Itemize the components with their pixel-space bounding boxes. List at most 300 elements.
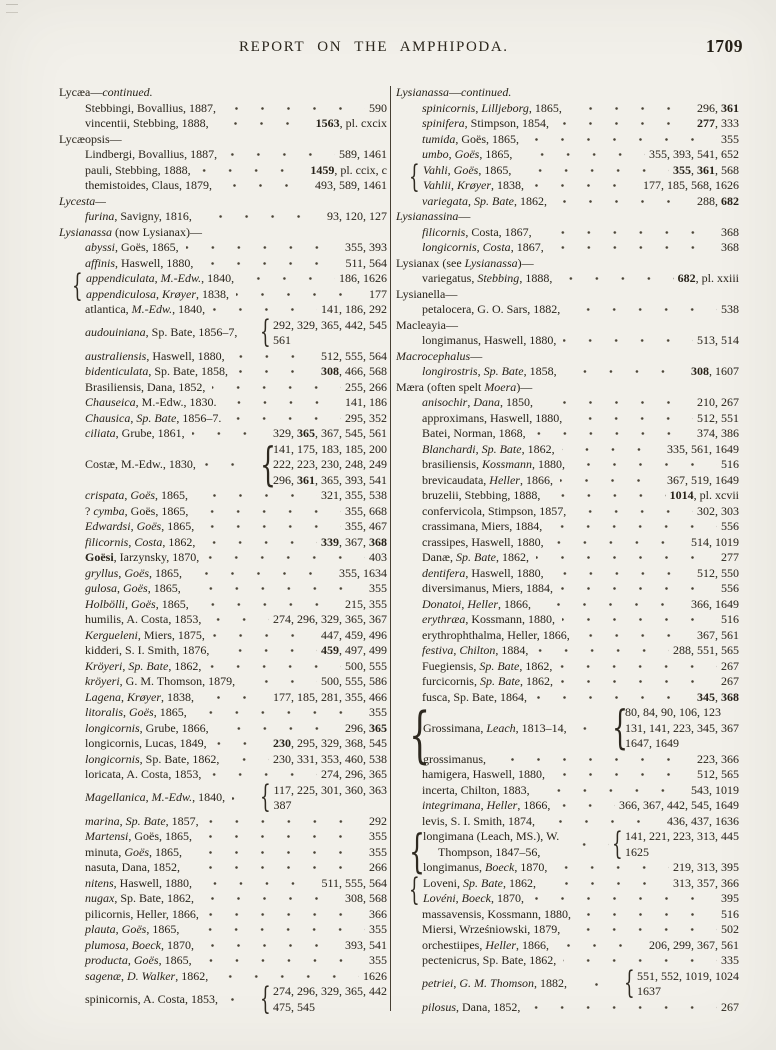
index-entry bbox=[396, 147, 739, 163]
entry-name: plumosa, Boeck, 1870, bbox=[85, 937, 194, 952]
dot-leader bbox=[189, 572, 335, 575]
entry-name: umbo, Goës, 1865, bbox=[422, 147, 513, 161]
page-numbers: 374, 386 bbox=[697, 426, 739, 440]
index-entry bbox=[396, 581, 739, 597]
index-entry bbox=[396, 659, 739, 675]
dot-leader bbox=[241, 277, 335, 280]
page-numbers: 368 bbox=[721, 240, 739, 254]
entry-name: Vahli, Goës, 1865, bbox=[423, 162, 512, 177]
entry-name: atlantica, M.-Edw., 1840, bbox=[85, 302, 206, 316]
dot-leader bbox=[554, 200, 693, 203]
page-numbers: 367, 561 bbox=[697, 627, 739, 642]
entry-pages bbox=[721, 922, 739, 938]
dot-leader bbox=[551, 572, 693, 575]
dot-leader bbox=[560, 479, 663, 482]
index-entry bbox=[396, 457, 739, 473]
page-numbers: 219, 313, 395 bbox=[673, 860, 739, 874]
entry-pages bbox=[673, 876, 739, 892]
entry-pages bbox=[273, 426, 387, 442]
index-entry bbox=[59, 876, 387, 892]
page-numbers: 403 bbox=[369, 550, 387, 564]
page-numbers: 255, 266 bbox=[345, 379, 387, 394]
entry-name: orchestiipes, Heller, 1866, bbox=[422, 937, 549, 952]
dot-leader bbox=[537, 789, 687, 792]
index-entry bbox=[396, 101, 739, 117]
dot-leader bbox=[244, 332, 257, 335]
entry-name: Danæ, Sp. Bate, 1862, bbox=[422, 550, 529, 564]
entry-pages bbox=[721, 907, 739, 923]
entry-pages bbox=[339, 271, 387, 287]
entry-name: Vahlii, Krøyer, 1838, bbox=[423, 178, 525, 192]
index-entry bbox=[396, 473, 739, 489]
page-numbers: 395 bbox=[721, 891, 739, 905]
dot-leader bbox=[563, 339, 693, 342]
entry-name: Edwardsi, Goës, 1865, bbox=[85, 519, 195, 533]
index-entry bbox=[396, 116, 739, 132]
dot-leader bbox=[236, 293, 365, 296]
page-numbers: 556 bbox=[721, 581, 739, 595]
entry-name: loricata, A. Costa, 1853, bbox=[85, 767, 202, 781]
entry-pages bbox=[721, 674, 739, 690]
dot-leader bbox=[556, 122, 693, 125]
entry-name: Lycesta— bbox=[59, 193, 106, 208]
dot-leader bbox=[203, 463, 257, 466]
entry-pages bbox=[721, 132, 739, 148]
entry-name: Goësi, Iarzynsky, 1870, bbox=[85, 550, 200, 564]
dot-leader bbox=[212, 634, 317, 637]
entry-name: erythrophthalma, Heller, 1866, bbox=[422, 627, 570, 642]
index-section-header bbox=[396, 318, 739, 334]
page-numbers: 366 bbox=[369, 906, 387, 921]
index-entry bbox=[59, 147, 387, 163]
page-numbers: 355, 361, 568 bbox=[673, 162, 739, 177]
page-numbers: 355 bbox=[721, 131, 739, 146]
entry-pages bbox=[721, 240, 739, 256]
dot-leader bbox=[563, 959, 717, 962]
dot-leader bbox=[212, 308, 317, 311]
page-numbers: 230, 295, 329, 368, 545 bbox=[273, 736, 387, 750]
index-entry bbox=[59, 643, 387, 659]
index-entry bbox=[59, 550, 387, 566]
entry-name: incerta, Chilton, 1883, bbox=[422, 782, 530, 797]
entry-group bbox=[408, 872, 739, 908]
entry-name: audouiniana, Sp. Bate, 1856–7, bbox=[85, 325, 238, 340]
entry-name: Martensi, Goës, 1865, bbox=[85, 829, 193, 843]
page-numbers: 387 bbox=[273, 798, 292, 812]
dot-leader bbox=[564, 370, 687, 373]
entry-name: filicornis, Costa, 1867, bbox=[422, 224, 532, 239]
entry-name: ? cymba, Goës, 1865, bbox=[85, 503, 189, 518]
entry-pages bbox=[721, 612, 739, 628]
entry-name: pilosus, Dana, 1852, bbox=[422, 999, 521, 1014]
dot-leader bbox=[560, 680, 717, 683]
entry-name: Grossimana, Leach, 1813–14, bbox=[423, 720, 567, 735]
page-numbers: 355 bbox=[369, 844, 387, 859]
dot-leader bbox=[196, 603, 341, 606]
entry-group bbox=[408, 159, 739, 195]
entry-pages bbox=[345, 721, 387, 737]
dot-leader bbox=[201, 525, 341, 528]
index-entry bbox=[59, 302, 387, 318]
entry-pages bbox=[667, 473, 739, 489]
page-numbers: 80, 84, 90, 106, 123 bbox=[625, 705, 721, 719]
dot-leader bbox=[228, 417, 341, 420]
entry-pages bbox=[721, 550, 739, 566]
entry-pages bbox=[369, 907, 387, 923]
entry-pages bbox=[697, 101, 739, 117]
page-numbers: 274, 296, 365 bbox=[321, 767, 387, 781]
index-entry bbox=[59, 612, 387, 628]
entry-name: abyssi, Goës, 1865, bbox=[85, 240, 179, 254]
curly-brace: { bbox=[612, 826, 623, 862]
index-entry bbox=[59, 566, 387, 582]
entry-name: gryllus, Goës, 1865, bbox=[85, 565, 183, 580]
entry-name: nugax, Sp. Bate, 1862, bbox=[85, 891, 194, 905]
entry-name: longimana (Leach, MS.), W. Thompson, 1847–56, bbox=[423, 829, 560, 859]
entry-name: Lindbergi, Bovallius, 1887, bbox=[85, 147, 218, 161]
dot-leader bbox=[235, 370, 317, 373]
dot-leader bbox=[543, 882, 669, 885]
page-numbers: 222, 223, 230, 248, 249 bbox=[273, 457, 387, 471]
entry-pages bbox=[369, 287, 387, 303]
entry-pages bbox=[345, 411, 387, 427]
entry-pages bbox=[321, 488, 387, 504]
index-entry bbox=[396, 922, 739, 938]
page-numbers: 500, 555 bbox=[345, 658, 387, 673]
index-entry bbox=[396, 965, 739, 1001]
dot-leader bbox=[536, 556, 717, 559]
dot-leader bbox=[562, 618, 717, 621]
scan-artifact bbox=[6, 4, 18, 13]
dot-leader bbox=[551, 246, 717, 249]
dot-leader bbox=[493, 758, 693, 761]
entry-name: Holbölli, Goës, 1865, bbox=[85, 596, 189, 611]
page-numbers: 512, 555, 564 bbox=[321, 348, 387, 363]
index-entry bbox=[59, 736, 387, 752]
entry-pages bbox=[691, 535, 739, 551]
page-numbers: 500, 555, 586 bbox=[321, 674, 387, 688]
entry-name: Kergueleni, Miers, 1875, bbox=[85, 627, 205, 642]
entry-group bbox=[408, 825, 739, 879]
dot-leader bbox=[215, 975, 359, 978]
index-entry bbox=[421, 826, 739, 862]
entry-pages bbox=[339, 566, 387, 582]
entry-group bbox=[71, 268, 387, 304]
entry-pages bbox=[673, 163, 739, 179]
entry-name: pectenicrus, Sp. Bate, 1862, bbox=[422, 953, 557, 967]
entry-name: bruzelii, Stebbing, 1888, bbox=[422, 488, 541, 502]
entry-name: Lysianassa (now Lysianax)— bbox=[59, 224, 202, 239]
entry-name: Miersi, Wrześniowski, 1879, bbox=[422, 922, 561, 936]
entry-name: Macleayia— bbox=[396, 317, 458, 332]
entry-name: Chausica, Sp. Bate, 1856–7. bbox=[85, 410, 222, 425]
curly-brace: { bbox=[409, 159, 420, 195]
entry-pages bbox=[697, 426, 739, 442]
entry-name: dentifera, Haswell, 1880, bbox=[422, 565, 544, 580]
index-entry bbox=[396, 395, 739, 411]
page-numbers: 436, 437, 1636 bbox=[667, 813, 739, 828]
entry-pages bbox=[691, 364, 739, 380]
curly-brace: { bbox=[624, 965, 635, 1001]
page-numbers: 141, 221, 223, 313, 445 bbox=[625, 829, 739, 843]
page-numbers: 177, 185, 281, 355, 466 bbox=[273, 689, 387, 704]
index-entry bbox=[59, 178, 387, 194]
dot-leader bbox=[573, 510, 693, 513]
entry-pages bbox=[691, 783, 739, 799]
page-numbers: 335, 561, 1649 bbox=[667, 441, 739, 456]
page-numbers: 308, 466, 568 bbox=[321, 364, 387, 378]
dot-leader bbox=[578, 913, 717, 916]
index-entry bbox=[396, 938, 739, 954]
dot-leader bbox=[202, 541, 317, 544]
entry-pages bbox=[619, 798, 739, 814]
page-numbers: 266 bbox=[369, 860, 387, 874]
page-numbers: 561 bbox=[273, 333, 291, 347]
entry-name: gulosa, Goës, 1865, bbox=[85, 581, 181, 595]
entry-pages bbox=[697, 411, 739, 427]
page-numbers: 177, 185, 568, 1626 bbox=[643, 178, 739, 192]
entry-pages bbox=[369, 860, 387, 876]
entry-pages bbox=[260, 314, 387, 350]
entry-name: litoralis, Goës, 1865, bbox=[85, 705, 187, 719]
index-entry bbox=[59, 163, 387, 179]
index-entry bbox=[396, 411, 739, 427]
entry-name: fusca, Sp. Bate, 1864, bbox=[422, 689, 527, 704]
page-numbers: 93, 120, 127 bbox=[327, 209, 387, 223]
entry-pages bbox=[345, 519, 387, 535]
page-numbers: 1625 bbox=[625, 844, 649, 859]
index-section-header bbox=[396, 209, 739, 225]
dot-leader bbox=[557, 804, 615, 807]
page-numbers: 1647, 1649 bbox=[625, 736, 679, 750]
page-numbers: 277, 333 bbox=[697, 116, 739, 130]
entry-name: Chauseica, M.-Edw., 1830. bbox=[85, 395, 217, 409]
index-entry bbox=[59, 256, 387, 272]
page-numbers: 516 bbox=[721, 457, 739, 471]
index-entry bbox=[59, 814, 387, 830]
page-numbers: 551, 552, 1019, 1024 bbox=[637, 968, 739, 983]
entry-pages bbox=[321, 767, 387, 783]
index-entry bbox=[59, 767, 387, 783]
entry-pages bbox=[321, 643, 387, 659]
page-numbers: 345, 368 bbox=[697, 689, 739, 704]
dot-leader bbox=[560, 587, 717, 590]
entry-name: furcicornis, Sp. Bate, 1862, bbox=[422, 674, 553, 688]
dot-leader bbox=[534, 696, 693, 699]
index-section-header bbox=[396, 256, 739, 272]
dot-leader bbox=[552, 773, 693, 776]
page-numbers: 141, 186 bbox=[345, 395, 387, 409]
index-section-header bbox=[396, 85, 739, 101]
dot-leader bbox=[577, 634, 693, 637]
entry-pages bbox=[643, 178, 739, 194]
page-numbers: 296, 361 bbox=[697, 100, 739, 115]
index-entry bbox=[59, 597, 387, 613]
index-entry bbox=[59, 907, 387, 923]
entry-name: Loveni, Sp. Bate, 1862, bbox=[423, 875, 536, 890]
entry-pages bbox=[721, 225, 739, 241]
page-numbers: 355, 393 bbox=[345, 240, 387, 254]
dot-leader bbox=[551, 541, 687, 544]
entry-name: Mæra (often spelt Moera)— bbox=[396, 379, 533, 394]
index-entry bbox=[59, 659, 387, 675]
curly-brace: { bbox=[72, 268, 83, 304]
entry-name: marina, Sp. Bate, 1857, bbox=[85, 813, 199, 828]
index-entry bbox=[421, 752, 739, 768]
dot-leader bbox=[224, 401, 341, 404]
dot-leader bbox=[242, 680, 317, 683]
page-numbers: 516 bbox=[721, 612, 739, 626]
page-numbers: 538 bbox=[721, 302, 739, 316]
index-entry bbox=[59, 705, 387, 721]
entry-name: hamigera, Haswell, 1880, bbox=[422, 767, 545, 781]
entry-pages bbox=[310, 163, 387, 179]
entry-name: Lovéni, Boeck, 1870, bbox=[423, 891, 524, 905]
dot-leader bbox=[572, 463, 717, 466]
index-entry bbox=[396, 953, 739, 969]
entry-name: Lysianella— bbox=[396, 286, 458, 301]
entry-name: Magellanica, M.-Edw., 1840, bbox=[85, 790, 226, 805]
index-entry bbox=[59, 240, 387, 256]
dot-leader bbox=[556, 944, 645, 947]
entry-name: filicornis, Costa, 1862, bbox=[85, 534, 196, 549]
page-numbers: 292, 329, 365, 442, 545 bbox=[273, 317, 387, 332]
index-section-header bbox=[59, 85, 387, 101]
index-entry bbox=[59, 380, 387, 396]
dot-leader bbox=[192, 432, 269, 435]
index-entry bbox=[396, 767, 739, 783]
index-entry bbox=[421, 178, 739, 194]
entry-pages bbox=[345, 380, 387, 396]
index-entry bbox=[396, 643, 739, 659]
page-numbers: 556 bbox=[721, 519, 739, 533]
entry-pages bbox=[697, 566, 739, 582]
entry-name: Lysianassa—continued. bbox=[396, 85, 512, 99]
entry-name: Lysianassina— bbox=[396, 209, 471, 223]
page-numbers: 475, 545 bbox=[273, 999, 315, 1014]
entry-pages bbox=[673, 643, 739, 659]
entry-pages bbox=[721, 953, 739, 969]
entry-name: plauta, Goës, 1865, bbox=[85, 922, 180, 936]
page-numbers: 277 bbox=[721, 550, 739, 564]
entry-name: brevicaudata, Heller, 1866, bbox=[422, 472, 553, 487]
index-entry bbox=[396, 333, 739, 349]
index-entry bbox=[59, 829, 387, 845]
entry-name: longirostris, Sp. Bate, 1858, bbox=[422, 364, 557, 378]
dot-leader bbox=[186, 246, 341, 249]
page-numbers: 447, 459, 496 bbox=[321, 627, 387, 642]
index-entry bbox=[59, 395, 387, 411]
entry-pages bbox=[345, 938, 387, 954]
index-entry bbox=[396, 798, 739, 814]
dot-leader bbox=[535, 649, 669, 652]
index-entry bbox=[396, 783, 739, 799]
page-numbers: 1637 bbox=[637, 984, 661, 998]
dot-leader bbox=[526, 138, 717, 141]
entry-pages bbox=[721, 581, 739, 597]
entry-name: kröyeri, G. M. Thomson, 1879, bbox=[85, 674, 236, 688]
page-numbers: 512, 551 bbox=[697, 410, 739, 425]
index-section-header bbox=[396, 380, 739, 396]
dot-leader bbox=[186, 928, 365, 931]
page-numbers: 366, 1649 bbox=[691, 596, 739, 611]
entry-name: Batei, Norman, 1868, bbox=[422, 426, 526, 440]
entry-pages bbox=[369, 550, 387, 566]
index-entry bbox=[59, 628, 387, 644]
entry-pages bbox=[321, 535, 387, 551]
entry-name: pilicornis, Heller, 1866, bbox=[85, 906, 199, 921]
dot-leader bbox=[542, 820, 663, 823]
entry-name: erythræa, Kossmann, 1880, bbox=[422, 612, 556, 626]
index-column-left bbox=[59, 85, 387, 1015]
index-entry bbox=[59, 938, 387, 954]
entry-name: themistoides, Claus, 1879, bbox=[85, 178, 212, 192]
entry-name: approximans, Haswell, 1880, bbox=[422, 410, 563, 425]
entry-pages bbox=[697, 116, 739, 132]
entry-pages bbox=[327, 209, 387, 225]
dot-leader bbox=[232, 355, 317, 358]
entry-pages bbox=[697, 628, 739, 644]
entry-name: sagenæ, D. Walker, 1862, bbox=[85, 968, 209, 983]
entry-name: furina, Savigny, 1816, bbox=[85, 209, 192, 223]
index-entry bbox=[396, 504, 739, 520]
index-entry bbox=[421, 163, 739, 179]
page-title: REPORT ON THE AMPHIPODA. bbox=[239, 39, 509, 55]
dot-leader bbox=[519, 153, 645, 156]
dot-leader bbox=[531, 184, 639, 187]
curly-brace: { bbox=[260, 981, 271, 1017]
index-entry bbox=[396, 426, 739, 442]
entry-name: nasuta, Dana, 1852, bbox=[85, 860, 180, 874]
entry-name: confervicola, Stimpson, 1857, bbox=[422, 503, 567, 518]
dot-leader bbox=[533, 432, 693, 435]
dot-leader bbox=[199, 215, 323, 218]
entry-pages bbox=[363, 969, 387, 985]
entry-pages bbox=[345, 240, 387, 256]
index-entry bbox=[59, 922, 387, 938]
entry-pages bbox=[369, 829, 387, 845]
entry-name: Lysianax (see Lysianassa)— bbox=[396, 255, 534, 270]
entry-name: Donatoi, Heller, 1866, bbox=[422, 596, 531, 611]
dot-leader bbox=[200, 262, 341, 265]
entry-pages bbox=[612, 701, 739, 755]
dot-leader bbox=[559, 665, 717, 668]
entry-pages bbox=[316, 116, 387, 132]
entry-name: Fuegiensis, Sp. Bate, 1862, bbox=[422, 658, 553, 673]
page-numbers: 355 bbox=[369, 953, 387, 967]
entry-name: Macrocephalus— bbox=[396, 348, 483, 363]
entry-pages bbox=[260, 981, 387, 1017]
dot-leader bbox=[574, 983, 621, 986]
entry-pages bbox=[697, 690, 739, 706]
page-numbers: 511, 555, 564 bbox=[321, 875, 387, 890]
entry-group bbox=[408, 700, 739, 771]
entry-name: Kröyeri, Sp. Bate, 1862, bbox=[85, 658, 202, 673]
index-entry bbox=[396, 488, 739, 504]
entry-pages bbox=[345, 256, 387, 272]
running-header bbox=[0, 36, 776, 61]
entry-pages bbox=[721, 457, 739, 473]
dot-leader bbox=[212, 386, 341, 389]
page-numbers: 267 bbox=[721, 674, 739, 688]
entry-name: Lycæa—continued. bbox=[59, 85, 153, 99]
entry-name: anisochir, Dana, 1850, bbox=[422, 395, 534, 409]
page-numbers: 512, 550 bbox=[697, 565, 739, 580]
page-numbers: 308, 568 bbox=[345, 891, 387, 905]
entry-pages bbox=[721, 302, 739, 318]
entry-pages bbox=[369, 101, 387, 117]
dot-leader bbox=[567, 308, 717, 311]
